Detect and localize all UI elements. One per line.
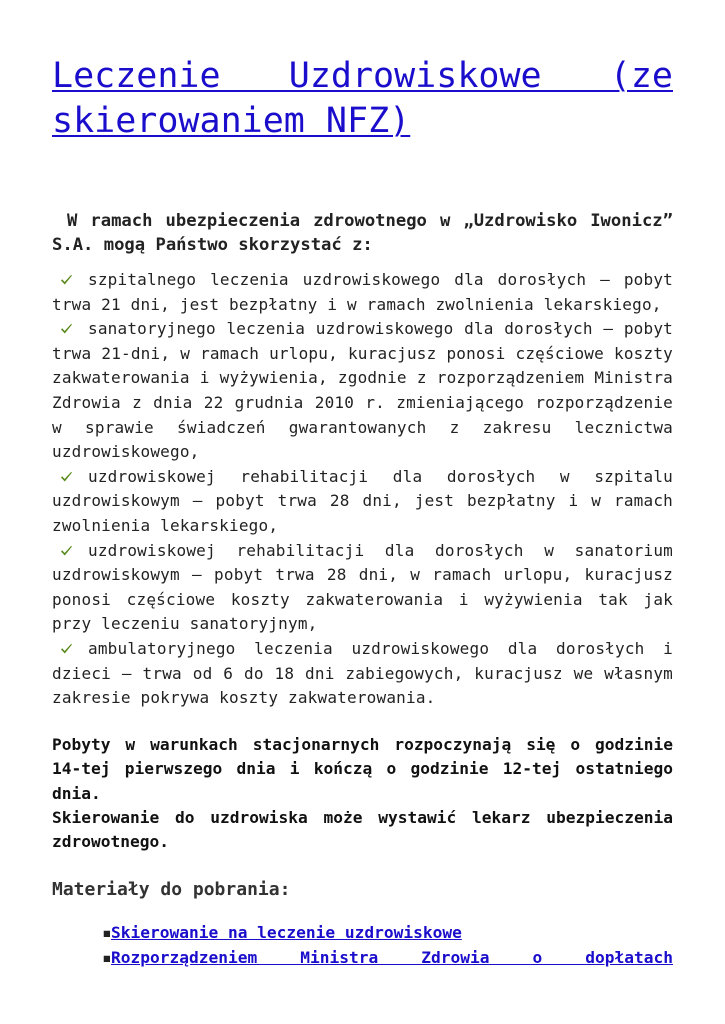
list-item-text: sanatoryjnego leczenia uzdrowiskowego dla dorosłych – pobyt trwa 21-dni, w ramach urlopu, kuracjusz ponosi częściowe koszty zakwaterowania i wyżywienia, zgodnie z rozporządzeniem Ministra Zdrowia z dnia 22 grudnia 2010 r. zmieniającego rozporządzenie w sprawie świadczeń gwarantowanych z zakresu lecznictwa uzdrowiskowego, bbox=[52, 319, 673, 462]
list-item bbox=[52, 465, 673, 539]
download-link[interactable]: Rozporządzeniem Ministra Zdrowia o dopłatach bbox=[111, 947, 673, 967]
list-item-text: uzdrowiskowej rehabilitacji dla dorosłych w szpitalu uzdrowiskowym – pobyt trwa 28 dni, jest bezpłatny i w ramach zwolnienia lekarskiego, bbox=[52, 466, 673, 535]
bullet-icon: ▪ bbox=[102, 922, 112, 942]
list-item-text: szpitalnego leczenia uzdrowiskowego dla dorosłych – pobyt trwa 21 dni, jest bezpłatny i w ramach zwolnienia lekarskiego, bbox=[52, 270, 673, 314]
stay-info: Pobyty w warunkach stacjonarnych rozpoczynają się o godzinie 14-tej pierwszego dnia i kończą o godzinie 12-tej ostatniego dnia. bbox=[52, 734, 673, 803]
list-item bbox=[52, 539, 673, 637]
stay-info-block bbox=[52, 733, 673, 855]
check-icon bbox=[52, 465, 88, 490]
page-title bbox=[52, 54, 673, 144]
document-page bbox=[52, 54, 673, 970]
check-icon bbox=[52, 539, 88, 564]
download-item bbox=[102, 920, 673, 945]
referral-info: Skierowanie do uzdrowiska może wystawić lekarz ubezpieczenia zdrowotnego. bbox=[52, 807, 673, 852]
intro-paragraph bbox=[52, 209, 673, 257]
download-item bbox=[102, 945, 673, 970]
list-item bbox=[52, 637, 673, 711]
bullet-icon: ▪ bbox=[102, 947, 112, 967]
check-icon bbox=[52, 317, 88, 342]
download-link[interactable]: Skierowanie na leczenie uzdrowiskowe bbox=[111, 922, 462, 942]
materials-heading: Materiały do pobrania: bbox=[52, 878, 291, 900]
title-link[interactable]: Leczenie Uzdrowiskowe (ze skierowaniem NFZ) bbox=[52, 56, 673, 141]
list-item bbox=[52, 268, 673, 317]
list-item-text: ambulatoryjnego leczenia uzdrowiskowego dla dorosłych i dzieci – trwa od 6 do 18 dni zabiegowych, kuracjusz we własnym zakresie pokrywa koszty zakwaterowania. bbox=[52, 638, 673, 708]
check-icon bbox=[52, 637, 88, 662]
intro-text: W ramach ubezpieczenia zdrowotnego w „Uzdrowisko Iwonicz” S.A. mogą Państwo skorzystać z: bbox=[52, 211, 673, 255]
check-icon bbox=[52, 268, 88, 293]
treatment-options-list bbox=[52, 268, 673, 711]
downloads-list bbox=[52, 920, 673, 970]
list-item bbox=[52, 317, 673, 465]
list-item-text: uzdrowiskowej rehabilitacji dla dorosłych w sanatorium uzdrowiskowym – pobyt trwa 28 dni, w ramach urlopu, kuracjusz ponosi częściowe koszty zakwaterowania i wyżywienia tak jak przy leczeniu sanatoryjnym, bbox=[52, 540, 673, 634]
